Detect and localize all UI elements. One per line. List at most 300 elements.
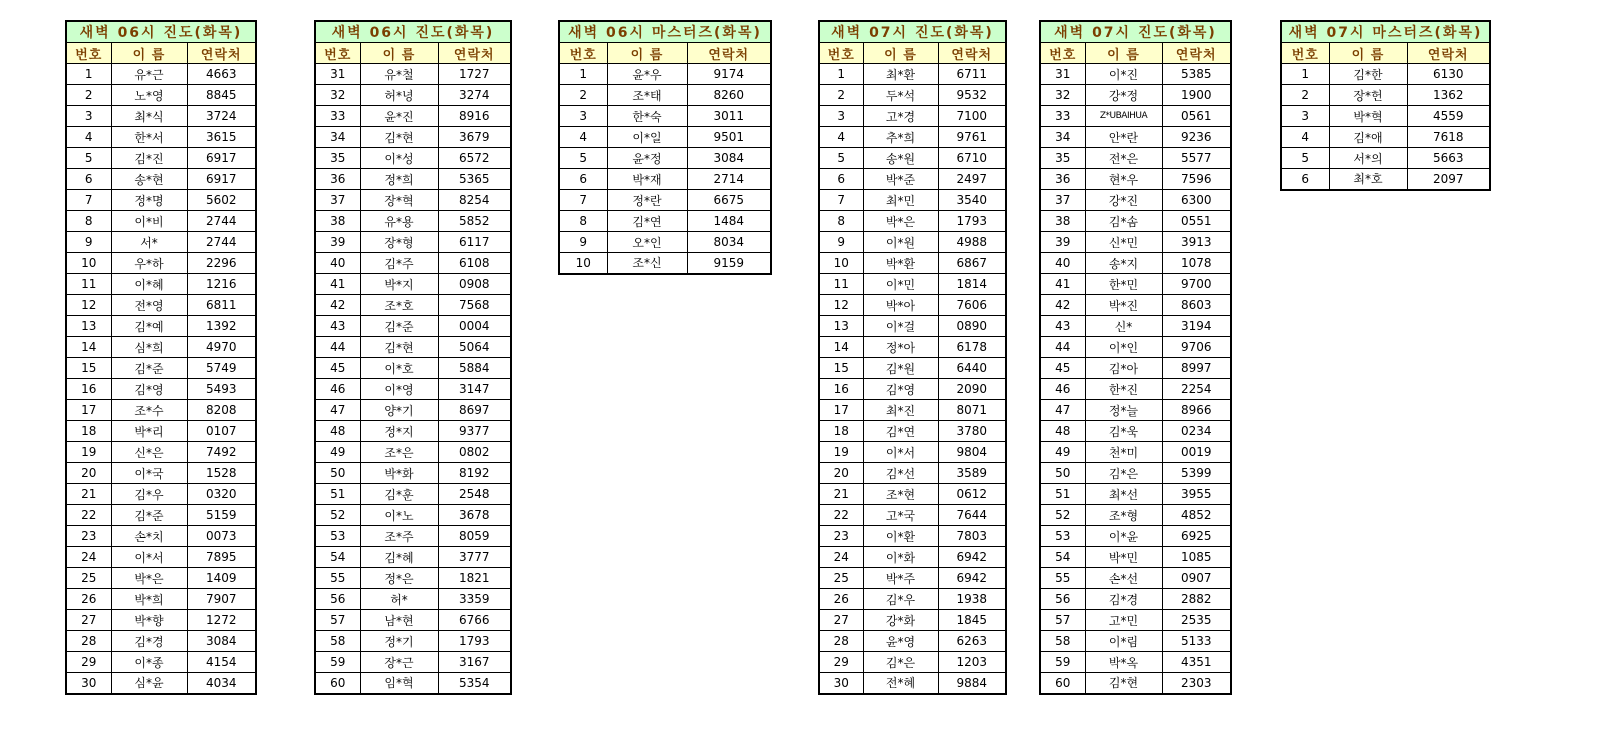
cell-no: 35 [1040, 148, 1085, 169]
cell-contact: 7606 [938, 295, 1006, 316]
cell-contact: 1727 [438, 64, 511, 85]
cell-contact: 4154 [187, 652, 256, 673]
cell-contact: 2097 [1407, 169, 1490, 190]
cell-contact: 1821 [438, 568, 511, 589]
table-row [819, 190, 1006, 211]
cell-name: 김*아 [1085, 358, 1162, 379]
cell-name: 정*지 [360, 421, 438, 442]
cell-name: 심*희 [111, 337, 187, 358]
cell-contact: 9236 [1162, 127, 1231, 148]
cell-contact: 6440 [938, 358, 1006, 379]
cell-no: 59 [1040, 652, 1085, 673]
cell-contact: 5365 [438, 169, 511, 190]
cell-no: 6 [559, 169, 607, 190]
cell-contact: 6710 [938, 148, 1006, 169]
cell-name: 고*경 [863, 106, 938, 127]
table-row [66, 379, 256, 400]
cell-contact: 0907 [1162, 568, 1231, 589]
table-row [315, 505, 511, 526]
table-row [66, 442, 256, 463]
cell-name: 김*예 [111, 316, 187, 337]
cell-contact: 7618 [1407, 127, 1490, 148]
table-row [1040, 253, 1231, 274]
roster-table [314, 20, 512, 695]
cell-contact: 4351 [1162, 652, 1231, 673]
cell-no: 6 [819, 169, 863, 190]
cell-name: 박*재 [607, 169, 687, 190]
cell-no: 40 [315, 253, 360, 274]
cell-no: 41 [315, 274, 360, 295]
cell-no: 14 [819, 337, 863, 358]
cell-no: 9 [559, 232, 607, 253]
cell-name: 박*리 [111, 421, 187, 442]
table-row [1040, 358, 1231, 379]
cell-contact: 6675 [687, 190, 771, 211]
cell-name: 박*준 [863, 169, 938, 190]
cell-no: 15 [819, 358, 863, 379]
table-row [819, 127, 1006, 148]
table-row [315, 127, 511, 148]
cell-no: 38 [1040, 211, 1085, 232]
cell-no: 9 [819, 232, 863, 253]
cell-name: 강*진 [1085, 190, 1162, 211]
cell-name: 김*영 [111, 379, 187, 400]
cell-name: 장*혁 [360, 190, 438, 211]
table-row [1040, 463, 1231, 484]
cell-no: 8 [819, 211, 863, 232]
cell-contact: 0004 [438, 316, 511, 337]
cell-name: 김*준 [111, 505, 187, 526]
cell-contact: 4034 [187, 673, 256, 694]
cell-no: 3 [559, 106, 607, 127]
cell-name: 윤*우 [607, 64, 687, 85]
roster-table [1280, 20, 1491, 191]
cell-contact: 6925 [1162, 526, 1231, 547]
table-row [1040, 148, 1231, 169]
cell-name: 이*화 [863, 547, 938, 568]
cell-contact: 3780 [938, 421, 1006, 442]
cell-name: 강*화 [863, 610, 938, 631]
cell-name: 신*민 [1085, 232, 1162, 253]
cell-no: 22 [66, 505, 111, 526]
table-row [819, 211, 1006, 232]
cell-contact: 3194 [1162, 316, 1231, 337]
cell-name: 이*영 [360, 379, 438, 400]
cell-no: 7 [559, 190, 607, 211]
cell-no: 2 [66, 85, 111, 106]
cell-no: 5 [66, 148, 111, 169]
cell-no: 51 [315, 484, 360, 505]
cell-contact: 1793 [438, 631, 511, 652]
cell-no: 60 [1040, 673, 1085, 694]
cell-name: 박*주 [863, 568, 938, 589]
cell-contact: 9159 [687, 253, 771, 274]
cell-name: 최*식 [111, 106, 187, 127]
cell-contact: 0890 [938, 316, 1006, 337]
cell-no: 49 [1040, 442, 1085, 463]
table-row [1040, 64, 1231, 85]
cell-name: 최*민 [863, 190, 938, 211]
cell-no: 4 [559, 127, 607, 148]
cell-name: Z*UBAIHUA [1085, 106, 1162, 127]
table-row [819, 631, 1006, 652]
table-row [559, 85, 771, 106]
table-row [1040, 190, 1231, 211]
table-row [819, 232, 1006, 253]
cell-no: 45 [1040, 358, 1085, 379]
table-row [819, 463, 1006, 484]
cell-name: 이*혜 [111, 274, 187, 295]
cell-contact: 3084 [187, 631, 256, 652]
cell-name: 유*철 [360, 64, 438, 85]
table-row [1040, 631, 1231, 652]
cell-no: 46 [315, 379, 360, 400]
cell-name: 최*선 [1085, 484, 1162, 505]
cell-name: 김*현 [360, 127, 438, 148]
cell-name: 조*현 [863, 484, 938, 505]
cell-name: 최*진 [863, 400, 938, 421]
table-row [66, 484, 256, 505]
table-row [819, 421, 1006, 442]
cell-name: 김*준 [360, 316, 438, 337]
cell-contact: 8260 [687, 85, 771, 106]
cell-name: 김*선 [863, 463, 938, 484]
col-header-contact: 연락처 [187, 43, 256, 64]
cell-contact: 6572 [438, 148, 511, 169]
cell-name: 이*원 [863, 232, 938, 253]
table-row [315, 568, 511, 589]
cell-no: 10 [559, 253, 607, 274]
cell-no: 10 [819, 253, 863, 274]
cell-name: 이*인 [1085, 337, 1162, 358]
cell-name: 고*국 [863, 505, 938, 526]
cell-no: 57 [1040, 610, 1085, 631]
cell-contact: 3359 [438, 589, 511, 610]
cell-no: 19 [66, 442, 111, 463]
cell-name: 임*혁 [360, 673, 438, 694]
table-row [66, 463, 256, 484]
col-header-name: 이 름 [360, 43, 438, 64]
cell-contact: 3589 [938, 463, 1006, 484]
cell-name: 정*아 [863, 337, 938, 358]
cell-contact: 8997 [1162, 358, 1231, 379]
table-row [315, 631, 511, 652]
table-row [315, 610, 511, 631]
cell-no: 44 [1040, 337, 1085, 358]
cell-contact: 9804 [938, 442, 1006, 463]
cell-no: 58 [315, 631, 360, 652]
cell-name: 이*성 [360, 148, 438, 169]
cell-name: 이*비 [111, 211, 187, 232]
roster-table [818, 20, 1007, 695]
cell-name: 장*헌 [1329, 85, 1407, 106]
cell-name: 이*윤 [1085, 526, 1162, 547]
cell-no: 40 [1040, 253, 1085, 274]
cell-contact: 6766 [438, 610, 511, 631]
cell-contact: 5602 [187, 190, 256, 211]
cell-no: 37 [1040, 190, 1085, 211]
cell-name: 김*경 [1085, 589, 1162, 610]
cell-contact: 6130 [1407, 64, 1490, 85]
cell-no: 54 [1040, 547, 1085, 568]
table-row [819, 337, 1006, 358]
cell-no: 50 [1040, 463, 1085, 484]
cell-no: 13 [819, 316, 863, 337]
cell-contact: 3011 [687, 106, 771, 127]
cell-no: 6 [66, 169, 111, 190]
cell-contact: 3777 [438, 547, 511, 568]
table-row [1040, 421, 1231, 442]
cell-name: 손*선 [1085, 568, 1162, 589]
cell-no: 36 [315, 169, 360, 190]
table-row [1040, 526, 1231, 547]
cell-no: 48 [1040, 421, 1085, 442]
cell-name: 장*근 [360, 652, 438, 673]
cell-no: 59 [315, 652, 360, 673]
cell-name: 이*림 [1085, 631, 1162, 652]
cell-name: 이*종 [111, 652, 187, 673]
cell-contact: 3678 [438, 505, 511, 526]
cell-name: 윤*정 [607, 148, 687, 169]
cell-contact: 6867 [938, 253, 1006, 274]
cell-no: 32 [315, 85, 360, 106]
cell-contact: 3913 [1162, 232, 1231, 253]
cell-no: 3 [819, 106, 863, 127]
cell-no: 5 [559, 148, 607, 169]
cell-name: 천*미 [1085, 442, 1162, 463]
cell-no: 27 [819, 610, 863, 631]
cell-no: 39 [315, 232, 360, 253]
cell-no: 25 [819, 568, 863, 589]
col-header-name: 이 름 [1085, 43, 1162, 64]
cell-name: 박*은 [111, 568, 187, 589]
cell-contact: 9174 [687, 64, 771, 85]
cell-name: 김*현 [1085, 673, 1162, 694]
cell-no: 2 [559, 85, 607, 106]
table-row [1040, 442, 1231, 463]
cell-name: 조*주 [360, 526, 438, 547]
cell-contact: 2714 [687, 169, 771, 190]
cell-contact: 4988 [938, 232, 1006, 253]
table-row [819, 442, 1006, 463]
cell-contact: 8034 [687, 232, 771, 253]
cell-contact: 2882 [1162, 589, 1231, 610]
table-row [1040, 295, 1231, 316]
cell-contact: 6942 [938, 547, 1006, 568]
cell-name: 허*녕 [360, 85, 438, 106]
cell-contact: 8208 [187, 400, 256, 421]
cell-contact: 9706 [1162, 337, 1231, 358]
table-row [315, 379, 511, 400]
cell-no: 12 [66, 295, 111, 316]
cell-no: 53 [315, 526, 360, 547]
cell-no: 4 [819, 127, 863, 148]
cell-contact: 1078 [1162, 253, 1231, 274]
table-row [559, 64, 771, 85]
cell-name: 김*한 [1329, 64, 1407, 85]
table-row [1040, 568, 1231, 589]
cell-contact: 2548 [438, 484, 511, 505]
cell-no: 34 [1040, 127, 1085, 148]
cell-no: 4 [1281, 127, 1329, 148]
cell-contact: 5354 [438, 673, 511, 694]
cell-contact: 7895 [187, 547, 256, 568]
cell-no: 10 [66, 253, 111, 274]
table-row [66, 169, 256, 190]
cell-contact: 8059 [438, 526, 511, 547]
cell-name: 김*진 [111, 148, 187, 169]
table-row [66, 316, 256, 337]
cell-no: 19 [819, 442, 863, 463]
table-title: 새벽 06시 마스터즈(화목) [559, 21, 771, 43]
cell-contact: 5399 [1162, 463, 1231, 484]
cell-name: 신*은 [111, 442, 187, 463]
table-row [559, 106, 771, 127]
cell-contact: 8603 [1162, 295, 1231, 316]
cell-name: 이*환 [863, 526, 938, 547]
cell-no: 20 [66, 463, 111, 484]
cell-contact: 4970 [187, 337, 256, 358]
cell-contact: 0107 [187, 421, 256, 442]
col-header-contact: 연락처 [1162, 43, 1231, 64]
cell-no: 1 [1281, 64, 1329, 85]
cell-name: 박*지 [360, 274, 438, 295]
table-row [1040, 589, 1231, 610]
cell-contact: 1938 [938, 589, 1006, 610]
cell-name: 정*늘 [1085, 400, 1162, 421]
col-header-contact: 연락처 [687, 43, 771, 64]
cell-name: 이*호 [360, 358, 438, 379]
cell-name: 고*민 [1085, 610, 1162, 631]
cell-name: 장*형 [360, 232, 438, 253]
table-row [315, 421, 511, 442]
cell-contact: 2744 [187, 211, 256, 232]
cell-name: 김*주 [360, 253, 438, 274]
table-row [819, 379, 1006, 400]
cell-no: 7 [66, 190, 111, 211]
table-row [559, 127, 771, 148]
cell-contact: 9700 [1162, 274, 1231, 295]
cell-contact: 7100 [938, 106, 1006, 127]
table-row [819, 316, 1006, 337]
table-row [1040, 169, 1231, 190]
table-row [315, 442, 511, 463]
table-row [819, 547, 1006, 568]
cell-name: 김*은 [863, 652, 938, 673]
table-row [315, 652, 511, 673]
table-row [1040, 610, 1231, 631]
cell-name: 이*일 [607, 127, 687, 148]
table-row [315, 211, 511, 232]
cell-no: 53 [1040, 526, 1085, 547]
table-row [315, 106, 511, 127]
cell-no: 23 [819, 526, 863, 547]
cell-contact: 7492 [187, 442, 256, 463]
table-row [315, 253, 511, 274]
cell-contact: 2303 [1162, 673, 1231, 694]
table-row [66, 274, 256, 295]
col-header-contact: 연락처 [938, 43, 1006, 64]
cell-no: 5 [1281, 148, 1329, 169]
cell-no: 8 [66, 211, 111, 232]
cell-contact: 0908 [438, 274, 511, 295]
cell-name: 김*경 [111, 631, 187, 652]
table-row [819, 652, 1006, 673]
cell-name: 심*윤 [111, 673, 187, 694]
table-row [315, 169, 511, 190]
cell-contact: 4663 [187, 64, 256, 85]
cell-name: 김*애 [1329, 127, 1407, 148]
cell-no: 47 [315, 400, 360, 421]
table-row [66, 85, 256, 106]
cell-no: 26 [819, 589, 863, 610]
cell-contact: 5852 [438, 211, 511, 232]
cell-contact: 7568 [438, 295, 511, 316]
table-row [1040, 400, 1231, 421]
cell-name: 허* [360, 589, 438, 610]
table-row [559, 232, 771, 253]
col-header-no: 번호 [315, 43, 360, 64]
cell-name: 정*희 [360, 169, 438, 190]
cell-no: 8 [559, 211, 607, 232]
table-row [315, 148, 511, 169]
cell-contact: 8916 [438, 106, 511, 127]
table-row [819, 526, 1006, 547]
cell-contact: 8845 [187, 85, 256, 106]
cell-name: 한*민 [1085, 274, 1162, 295]
cell-contact: 6263 [938, 631, 1006, 652]
cell-no: 17 [66, 400, 111, 421]
table-row [315, 463, 511, 484]
col-header-contact: 연락처 [1407, 43, 1490, 64]
table-row [315, 64, 511, 85]
cell-name: 조*태 [607, 85, 687, 106]
table-row [66, 148, 256, 169]
table-row [315, 316, 511, 337]
cell-name: 이*민 [863, 274, 938, 295]
cell-contact: 2744 [187, 232, 256, 253]
table-row [315, 484, 511, 505]
cell-no: 3 [66, 106, 111, 127]
cell-no: 14 [66, 337, 111, 358]
cell-no: 28 [819, 631, 863, 652]
cell-contact: 1085 [1162, 547, 1231, 568]
cell-contact: 0802 [438, 442, 511, 463]
cell-name: 박*진 [1085, 295, 1162, 316]
cell-contact: 1484 [687, 211, 771, 232]
table-row [1040, 505, 1231, 526]
cell-no: 18 [66, 421, 111, 442]
cell-no: 50 [315, 463, 360, 484]
cell-name: 김*혜 [360, 547, 438, 568]
table-row [819, 568, 1006, 589]
cell-name: 이*국 [111, 463, 187, 484]
table-title: 새벽 06시 진도(화목) [315, 21, 511, 43]
cell-name: 조*은 [360, 442, 438, 463]
cell-name: 박*환 [863, 253, 938, 274]
cell-contact: 1793 [938, 211, 1006, 232]
table-row [819, 148, 1006, 169]
col-header-name: 이 름 [863, 43, 938, 64]
cell-name: 조*신 [607, 253, 687, 274]
cell-contact: 5493 [187, 379, 256, 400]
cell-name: 김*영 [863, 379, 938, 400]
table-row [315, 358, 511, 379]
table-row [819, 673, 1006, 694]
table-row [66, 358, 256, 379]
cell-contact: 2090 [938, 379, 1006, 400]
cell-name: 두*석 [863, 85, 938, 106]
